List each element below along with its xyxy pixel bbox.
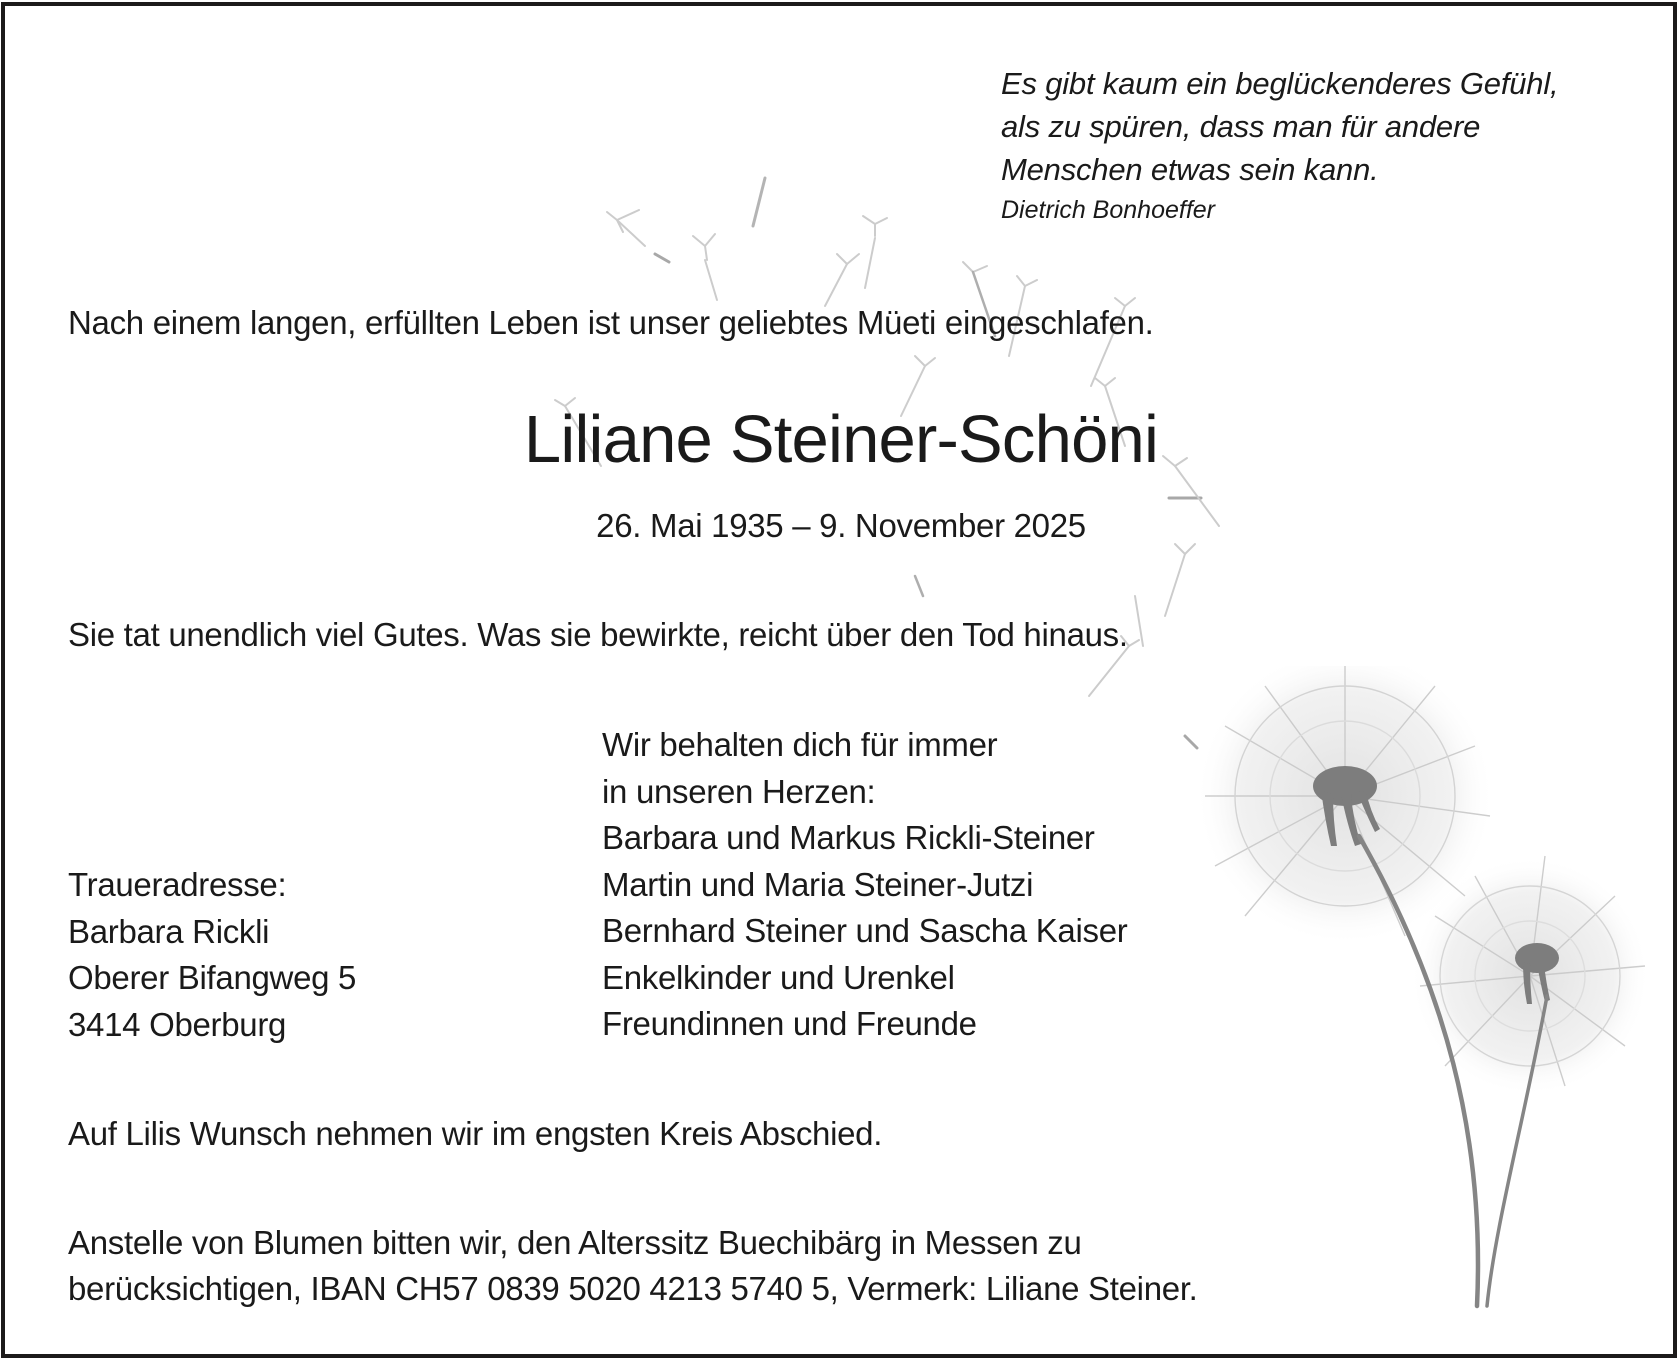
intro-text: Nach einem langen, erfüllten Leben ist unser geliebtes Müeti eingeschlafen. xyxy=(68,304,1154,341)
donation-line: Anstelle von Blumen bitten wir, den Alterssitz Buechibärg in Messen zu xyxy=(68,1224,1082,1261)
mourning-address xyxy=(68,862,356,1048)
mourners-list xyxy=(602,722,1127,1048)
epigraph-quote xyxy=(1001,62,1558,191)
quote-author: Dietrich Bonhoeffer xyxy=(1001,196,1216,224)
mourner-line: Bernhard Steiner und Sascha Kaiser xyxy=(602,912,1128,949)
quote-line: als zu spüren, dass man für andere xyxy=(1001,109,1481,144)
quote-line: Es gibt kaum ein beglückenderes Gefühl, xyxy=(1001,66,1559,101)
mourner-line: Freundinnen und Freunde xyxy=(602,1005,977,1042)
mourner-line: Wir behalten dich für immer xyxy=(602,726,998,763)
mourner-line: Martin und Maria Steiner-Jutzi xyxy=(602,865,1034,903)
donation-note xyxy=(68,1220,1198,1312)
address-name: Barbara Rickli xyxy=(68,912,270,950)
quote-line: Menschen etwas sein kann. xyxy=(1001,152,1379,187)
deceased-name: Liliane Steiner-Schöni xyxy=(523,402,1159,477)
farewell-text: Auf Lilis Wunsch nehmen wir im engsten Kreis Abschied. xyxy=(68,1115,883,1152)
floating-seeds-icon xyxy=(5,6,1677,1358)
donation-line: berücksichtigen, IBAN CH57 0839 5020 4213 5740 5, Vermerk: Liliane Steiner. xyxy=(68,1270,1198,1307)
mourner-line: in unseren Herzen: xyxy=(602,772,876,810)
tribute-text: Sie tat unendlich viel Gutes. Was sie bewirkte, reicht über den Tod hinaus. xyxy=(68,616,1128,653)
mourner-line: Enkelkinder und Urenkel xyxy=(602,958,955,996)
address-city: 3414 Oberburg xyxy=(68,1005,287,1043)
address-street: Oberer Bifangweg 5 xyxy=(68,959,357,996)
life-dates: 26. Mai 1935 – 9. November 2025 xyxy=(596,507,1086,544)
address-label: Traueradresse: xyxy=(68,866,287,903)
mourner-line: Barbara und Markus Rickli-Steiner xyxy=(602,819,1095,856)
dandelion-icon xyxy=(1145,666,1665,1316)
obituary-notice xyxy=(1,2,1677,1358)
